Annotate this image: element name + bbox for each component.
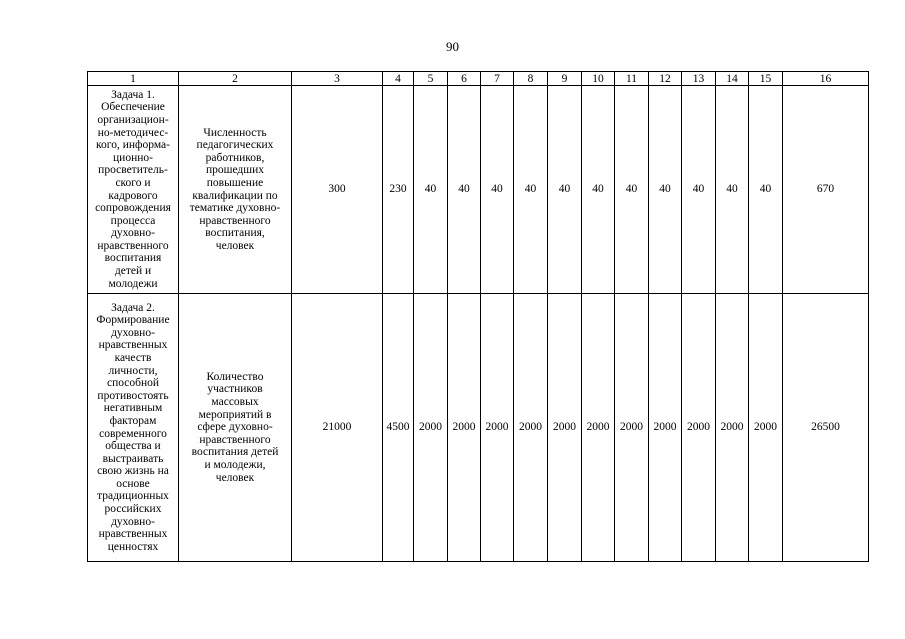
value-cell: 40 bbox=[582, 86, 615, 294]
value-cell: 40 bbox=[749, 86, 783, 294]
indicators-table bbox=[87, 71, 869, 562]
col-header: 14 bbox=[716, 72, 749, 86]
col-header: 4 bbox=[383, 72, 414, 86]
value-cell: 2000 bbox=[414, 294, 448, 562]
value-cell: 2000 bbox=[682, 294, 716, 562]
col-header: 13 bbox=[682, 72, 716, 86]
task-cell: Задача 2. Формирование духовно- нравственных качеств личности, способной противостоять негативным факторам современного общества и выстраивать свою жизнь на основе традиционных российских духовно- нравственных ценностях bbox=[88, 294, 179, 562]
value-cell: 4500 bbox=[383, 294, 414, 562]
indicator-cell: Количество участников массовых мероприятий в сфере духовно- нравственного воспитания детей и молодежи, человек bbox=[179, 294, 292, 562]
col-header: 12 bbox=[649, 72, 682, 86]
value-cell: 40 bbox=[481, 86, 514, 294]
value-cell: 40 bbox=[649, 86, 682, 294]
task-cell: Задача 1. Обеспечение организацион- но-методичес- кого, информа- ционно- просветитель- ского и кадрового сопровождения процесса духовно- нравственного воспитания детей и молодежи bbox=[88, 86, 179, 294]
value-cell: 40 bbox=[514, 86, 548, 294]
page-number: 90 bbox=[446, 39, 459, 54]
value-cell: 2000 bbox=[481, 294, 514, 562]
header-row bbox=[88, 72, 869, 86]
value-cell: 2000 bbox=[514, 294, 548, 562]
value-cell: 2000 bbox=[448, 294, 481, 562]
col-header: 7 bbox=[481, 72, 514, 86]
col-header: 10 bbox=[582, 72, 615, 86]
col-header: 8 bbox=[514, 72, 548, 86]
total-cell: 26500 bbox=[783, 294, 869, 562]
value-cell: 2000 bbox=[582, 294, 615, 562]
col-header: 6 bbox=[448, 72, 481, 86]
table-row bbox=[88, 294, 869, 562]
value-cell: 40 bbox=[615, 86, 649, 294]
value-cell: 2000 bbox=[615, 294, 649, 562]
col-header: 11 bbox=[615, 72, 649, 86]
value-cell: 40 bbox=[448, 86, 481, 294]
col-header: 1 bbox=[88, 72, 179, 86]
value-cell: 40 bbox=[682, 86, 716, 294]
value-cell: 40 bbox=[548, 86, 582, 294]
table-row bbox=[88, 86, 869, 294]
col-header: 15 bbox=[749, 72, 783, 86]
value-cell: 21000 bbox=[292, 294, 383, 562]
value-cell: 2000 bbox=[548, 294, 582, 562]
value-cell: 2000 bbox=[649, 294, 682, 562]
value-cell: 300 bbox=[292, 86, 383, 294]
col-header: 16 bbox=[783, 72, 869, 86]
indicator-cell: Численность педагогических работников, прошедших повышение квалификации по тематике духовно- нравственного воспитания, человек bbox=[179, 86, 292, 294]
value-cell: 40 bbox=[716, 86, 749, 294]
value-cell: 40 bbox=[414, 86, 448, 294]
value-cell: 2000 bbox=[749, 294, 783, 562]
col-header: 5 bbox=[414, 72, 448, 86]
value-cell: 2000 bbox=[716, 294, 749, 562]
col-header: 3 bbox=[292, 72, 383, 86]
total-cell: 670 bbox=[783, 86, 869, 294]
value-cell: 230 bbox=[383, 86, 414, 294]
col-header: 2 bbox=[179, 72, 292, 86]
col-header: 9 bbox=[548, 72, 582, 86]
